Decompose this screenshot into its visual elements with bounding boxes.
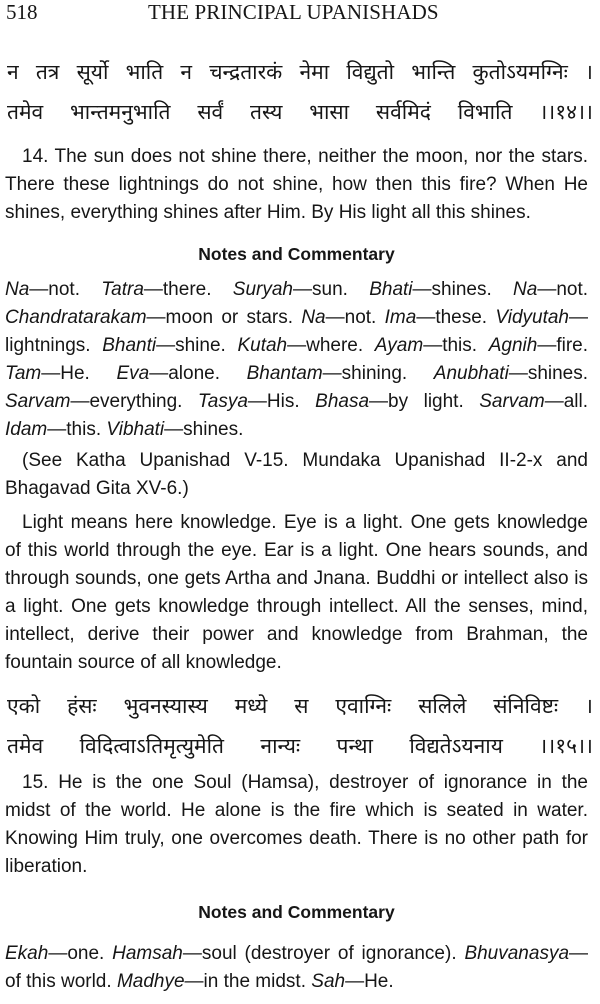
glossary-term: Ima <box>384 307 417 328</box>
glossary-term: Na <box>301 307 326 328</box>
glossary-term: Ayam <box>374 335 424 356</box>
glossary-meaning: —where. <box>287 335 364 356</box>
glossary-term: Agnih <box>488 335 538 356</box>
verse-line: तमेव भान्तमनुभाति सर्वं तस्य भासा सर्वमिदं विभाति ।।१४।। <box>7 100 593 124</box>
glossary-meaning: —shines. <box>508 363 589 384</box>
glossary-14 <box>5 276 588 444</box>
glossary-entry <box>369 279 492 300</box>
glossary-entry <box>375 335 477 356</box>
sanskrit-verse-14 <box>5 53 593 131</box>
glossary-entry <box>513 279 588 300</box>
commentary-paragraph: Light means here knowledge. Eye is a light. One gets knowledge of this world through the eye. Ear is a light. One hears sounds, and through sounds, one gets Artha and Jnana. Buddhi or intellect also is a light. One gets knowledge through intellect. All the senses, mind, intellect, derive their power and knowledge from Brahman, the fountain source of all knowledge. <box>5 512 588 673</box>
glossary-meaning: —shining. <box>322 363 408 384</box>
glossary-meaning: —sun. <box>293 279 348 300</box>
glossary-entry <box>117 971 306 992</box>
glossary-meaning: —this. <box>423 335 478 356</box>
glossary-meaning: —these. <box>416 307 488 328</box>
glossary-meaning: —moon or stars. <box>146 307 294 328</box>
glossary-meaning: —shines. <box>412 279 492 300</box>
glossary-entry <box>247 363 408 384</box>
glossary-term: Anubhati <box>433 363 509 384</box>
glossary-meaning: —by light. <box>369 391 464 412</box>
glossary-term: Na <box>5 279 30 300</box>
glossary-meaning: —all. <box>544 391 588 412</box>
glossary-entry <box>311 971 393 992</box>
glossary-meaning: —there. <box>143 279 212 300</box>
glossary-entry <box>5 419 101 440</box>
glossary-term: Bhasa <box>315 391 370 412</box>
glossary-entry <box>106 419 243 440</box>
glossary-term: Eva <box>116 363 150 384</box>
glossary-entry <box>479 391 588 412</box>
glossary-entry <box>385 307 487 328</box>
glossary-meaning: —shines. <box>164 419 244 440</box>
glossary-15 <box>5 940 588 996</box>
glossary-entry <box>5 279 80 300</box>
glossary-term: Vibhati <box>106 419 165 440</box>
cross-reference: (See Katha Upanishad V-15. Mundaka Upanishad II-2-x and Bhagavad Gita XV-6.) <box>5 450 588 499</box>
glossary-term: Suryah <box>232 279 293 300</box>
glossary-entry <box>116 363 220 384</box>
glossary-term: Ekah <box>5 943 49 964</box>
glossary-term: Sarvam <box>5 391 71 412</box>
glossary-meaning: —alone. <box>149 363 220 384</box>
glossary-term: Bhanti <box>102 335 157 356</box>
glossary-term: Vidyutah <box>495 307 570 328</box>
running-title: THE PRINCIPAL UPANISHADS <box>148 0 439 24</box>
glossary-meaning: —everything. <box>70 391 183 412</box>
page-number: 518 <box>6 0 38 24</box>
running-head <box>5 0 588 27</box>
glossary-term: Sah <box>311 971 346 992</box>
glossary-meaning: —He. <box>345 971 394 992</box>
glossary-entry <box>237 335 363 356</box>
glossary-entry <box>5 307 293 328</box>
glossary-entry <box>101 279 211 300</box>
glossary-entry <box>315 391 464 412</box>
glossary-meaning: —not. <box>537 279 589 300</box>
glossary-meaning: —not. <box>325 307 377 328</box>
notes-heading: Notes and Commentary <box>198 244 395 264</box>
glossary-meaning: —lightnings. <box>5 307 589 356</box>
glossary-meaning: —His. <box>247 391 300 412</box>
glossary-meaning: —not. <box>29 279 80 300</box>
glossary-entry <box>102 335 226 356</box>
glossary-meaning: —this. <box>47 419 102 440</box>
glossary-meaning: —He. <box>41 363 90 384</box>
glossary-entry <box>5 943 104 964</box>
glossary-term: Sarvam <box>479 391 545 412</box>
glossary-term: Bhantam <box>246 363 323 384</box>
verse-line: तमेव विदित्वाऽतिमृत्युमेति नान्यः पन्था विद्यतेऽयनाय ।।१५।। <box>7 734 593 758</box>
translation-15: 15. He is the one Soul (Hamsa), destroyer of ignorance in the midst of the world. He alone is the fire which is seated in water. Knowing Him truly, one overcomes death. There is no other path for liberation. <box>5 772 588 877</box>
glossary-meaning: —fire. <box>537 335 589 356</box>
glossary-entry <box>5 391 182 412</box>
glossary-term: Tatra <box>101 279 144 300</box>
glossary-meaning: —of this world. <box>5 943 589 992</box>
glossary-meaning: —one. <box>48 943 105 964</box>
glossary-entry <box>5 363 90 384</box>
glossary-meaning: —soul (destroyer of ignorance). <box>182 943 457 964</box>
glossary-entry <box>434 363 588 384</box>
glossary-term: Kutah <box>237 335 288 356</box>
glossary-entry <box>233 279 348 300</box>
verse-line: न तत्र सूर्यो भाति न चन्द्रतारकं नेमा विद्युतो भान्ति कुतोऽयमग्निः । <box>7 60 593 84</box>
glossary-term: Idam <box>5 419 48 440</box>
notes-heading: Notes and Commentary <box>198 902 395 922</box>
glossary-meaning: —in the midst. <box>184 971 306 992</box>
glossary-term: Tam <box>5 363 42 384</box>
verse-line: एको हंसः भुवनस्यास्य मध्ये स एवाग्निः सलिले संनिविष्टः । <box>7 694 593 718</box>
glossary-term: Bhuvanasya <box>464 943 570 964</box>
sanskrit-verse-15 <box>5 687 593 765</box>
glossary-entry <box>301 307 376 328</box>
glossary-term: Hamsah <box>112 943 183 964</box>
glossary-term: Madhye <box>116 971 185 992</box>
glossary-entry <box>112 943 456 964</box>
translation-14: 14. The sun does not shine there, neither the moon, nor the stars. There these lightnings do not shine, how then this fire? When He shines, everything shines after Him. By His light all this shines. <box>5 146 588 223</box>
glossary-term: Na <box>513 279 538 300</box>
glossary-meaning: —shine. <box>156 335 226 356</box>
glossary-term: Tasya <box>197 391 248 412</box>
glossary-entry <box>489 335 588 356</box>
glossary-entry <box>198 391 300 412</box>
glossary-term: Chandratarakam <box>5 307 147 328</box>
glossary-term: Bhati <box>369 279 413 300</box>
